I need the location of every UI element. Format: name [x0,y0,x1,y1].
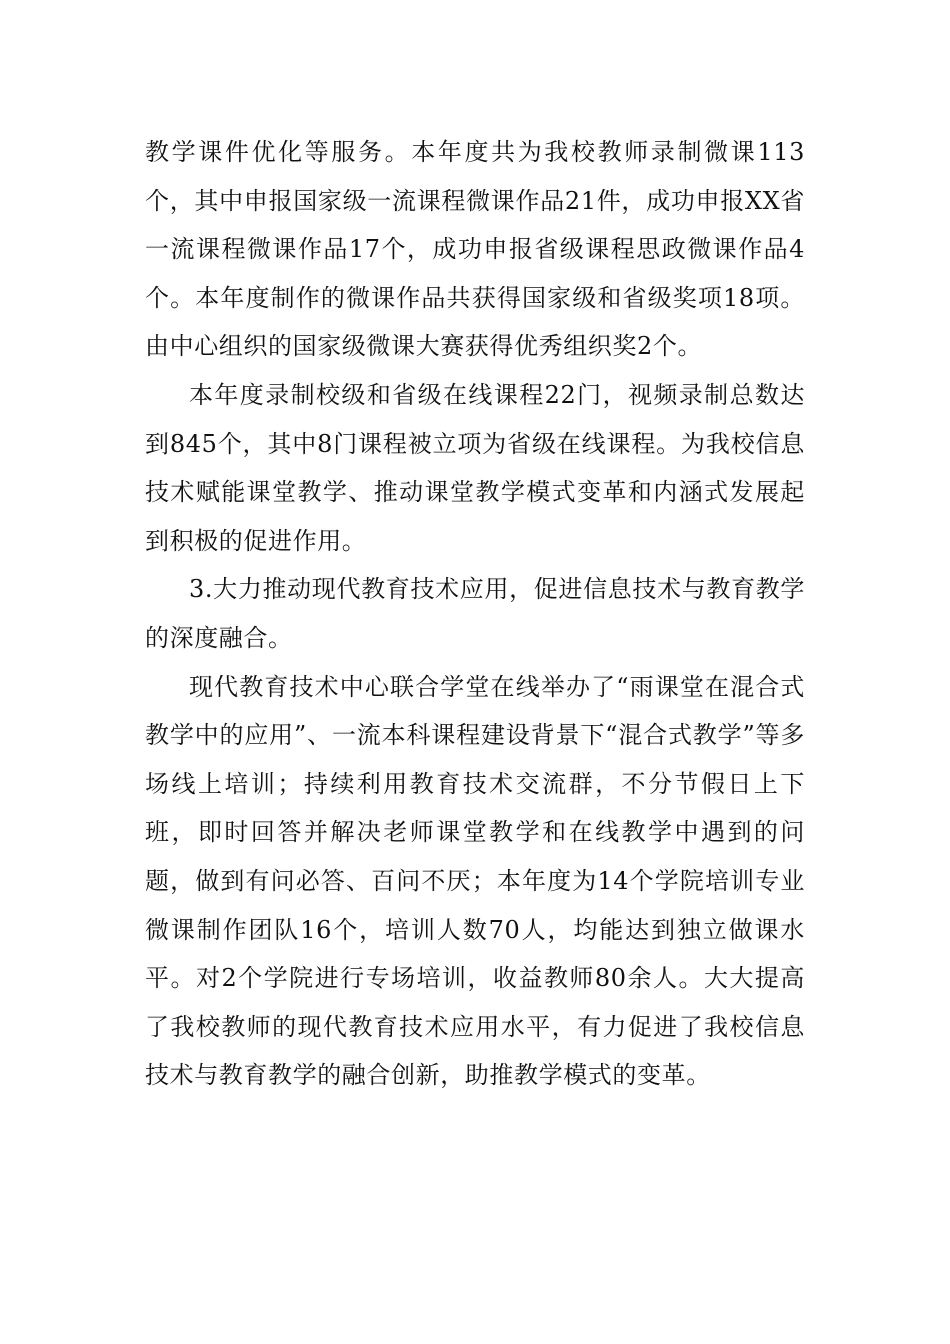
document-body [145,128,805,1100]
paragraph-services-summary: 教学课件优化等服务。本年度共为我校教师录制微课113个，其中申报国家级一流课程微课作品21件，成功申报XX省一流课程微课作品17个，成功申报省级课程思政微课作品4个。本年度制作的微课作品共获得国家级和省级奖项18项。由中心组织的国家级微课大赛获得优秀组织奖2个。 [145,138,805,361]
section-heading-3: 3.大力推动现代教育技术应用，促进信息技术与教育教学的深度融合。 [145,575,805,652]
paragraph-online-courses: 本年度录制校级和省级在线课程22门，视频录制总数达到845个，其中8门课程被立项为省级在线课程。为我校信息技术赋能课堂教学、推动课堂教学模式变革和内涵式发展起到积极的促进作用。 [145,380,805,555]
paragraph-training: 现代教育技术中心联合学堂在线举办了“雨课堂在混合式教学中的应用”、一流本科课程建设背景下“混合式教学”等多场线上培训；持续利用教育技术交流群，不分节假日上下班，即时回答并解决老师课堂教学和在线教学中遇到的问题，做到有问必答、百问不厌；本年度为14个学院培训专业微课制作团队16个，培训人数70人，均能达到独立做课水平。对2个学院进行专场培训，收益教师80余人。大大提高了我校教师的现代教育技术应用水平，有力促进了我校信息技术与教育教学的融合创新，助推教学模式的变革。 [145,672,805,1090]
